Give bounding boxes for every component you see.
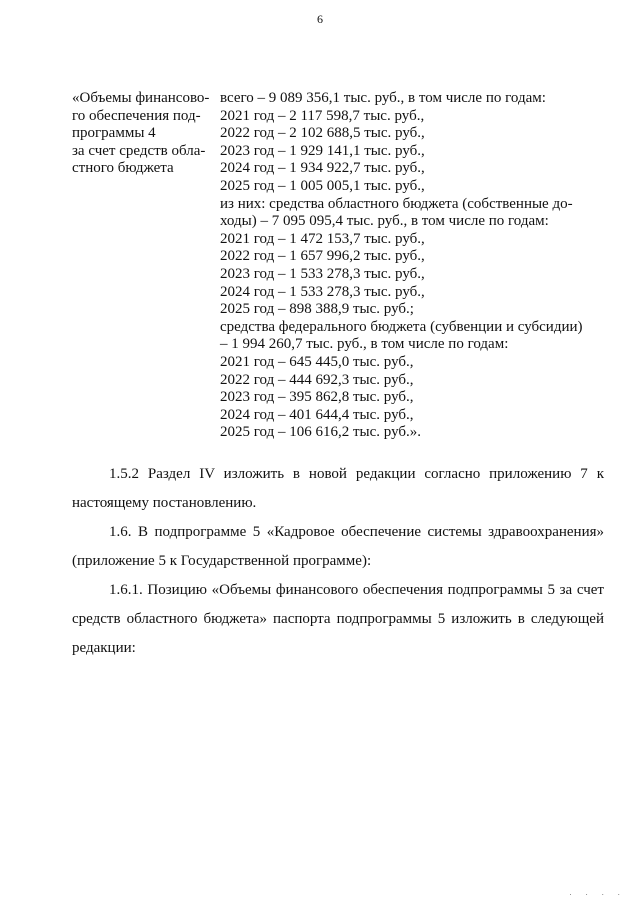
passport-year-line: 2021 год – 1 472 153,7 тыс. руб., [220,230,425,247]
passport-label-line: за счет средств обла- [72,142,206,159]
scan-artifact-marks: · · · · [569,891,626,899]
passport-label-line: программы 4 [72,125,156,142]
passport-year-line: 2024 год – 1 934 922,7 тыс. руб., [220,160,425,177]
passport-year-line: 2025 год – 106 616,2 тыс. руб.». [220,424,422,441]
paragraph-1-6: 1.6. В подпрограмме 5 «Кадровое обеспечение системы здравоохранения» (приложение 5 к Государственной программе): [72,524,604,569]
body-text [72,460,604,663]
passport-total-line: всего – 9 089 356,1 тыс. руб., в том числе по годам: [220,90,546,106]
passport-federal-budget-line: – 1 994 260,7 тыс. руб., в том числе по годам: [220,336,509,353]
passport-federal-budget-line: средства федерального бюджета (субвенции и субсидии) [220,318,583,335]
passport-year-line: 2022 год – 2 102 688,5 тыс. руб., [220,125,425,142]
passport-year-line: 2023 год – 1 533 278,3 тыс. руб., [220,265,425,282]
passport-label-line: «Объемы финансово- [72,90,210,106]
page-number: 6 [317,12,323,26]
passport-year-line: 2021 год – 2 117 598,7 тыс. руб., [220,107,425,124]
passport-label-line: стного бюджета [72,160,174,177]
passport-label-cell [72,90,220,442]
passport-year-line: 2024 год – 1 533 278,3 тыс. руб., [220,283,425,300]
passport-year-line: 2022 год – 444 692,3 тыс. руб., [220,371,414,388]
paragraph-1-5-2: 1.5.2 Раздел IV изложить в новой редакции согласно приложению 7 к настоящему постановлению. [72,466,604,511]
paragraph-1-6-1: 1.6.1. Позицию «Объемы финансового обеспечения подпрограммы 5 за счет средств областного бюджета» паспорта подпрограммы 5 изложить в следующей редакции: [72,582,604,656]
passport-year-line: 2024 год – 401 644,4 тыс. руб., [220,406,414,423]
passport-year-line: 2023 год – 1 929 141,1 тыс. руб., [220,142,425,159]
passport-regional-budget-line: из них: средства областного бюджета (собственные до- [220,195,573,212]
passport-regional-budget-line: ходы) – 7 095 095,4 тыс. руб., в том числе по годам: [220,213,549,230]
subprogram-4-funding-passport-row [72,90,612,442]
passport-year-line: 2022 год – 1 657 996,2 тыс. руб., [220,248,425,265]
passport-label-line: го обеспечения под- [72,107,201,124]
passport-values-cell [220,90,612,442]
passport-year-line: 2021 год – 645 445,0 тыс. руб., [220,353,414,370]
passport-year-line: 2023 год – 395 862,8 тыс. руб., [220,389,414,406]
passport-year-line: 2025 год – 1 005 005,1 тыс. руб., [220,177,425,194]
passport-year-line: 2025 год – 898 388,9 тыс. руб.; [220,301,414,318]
